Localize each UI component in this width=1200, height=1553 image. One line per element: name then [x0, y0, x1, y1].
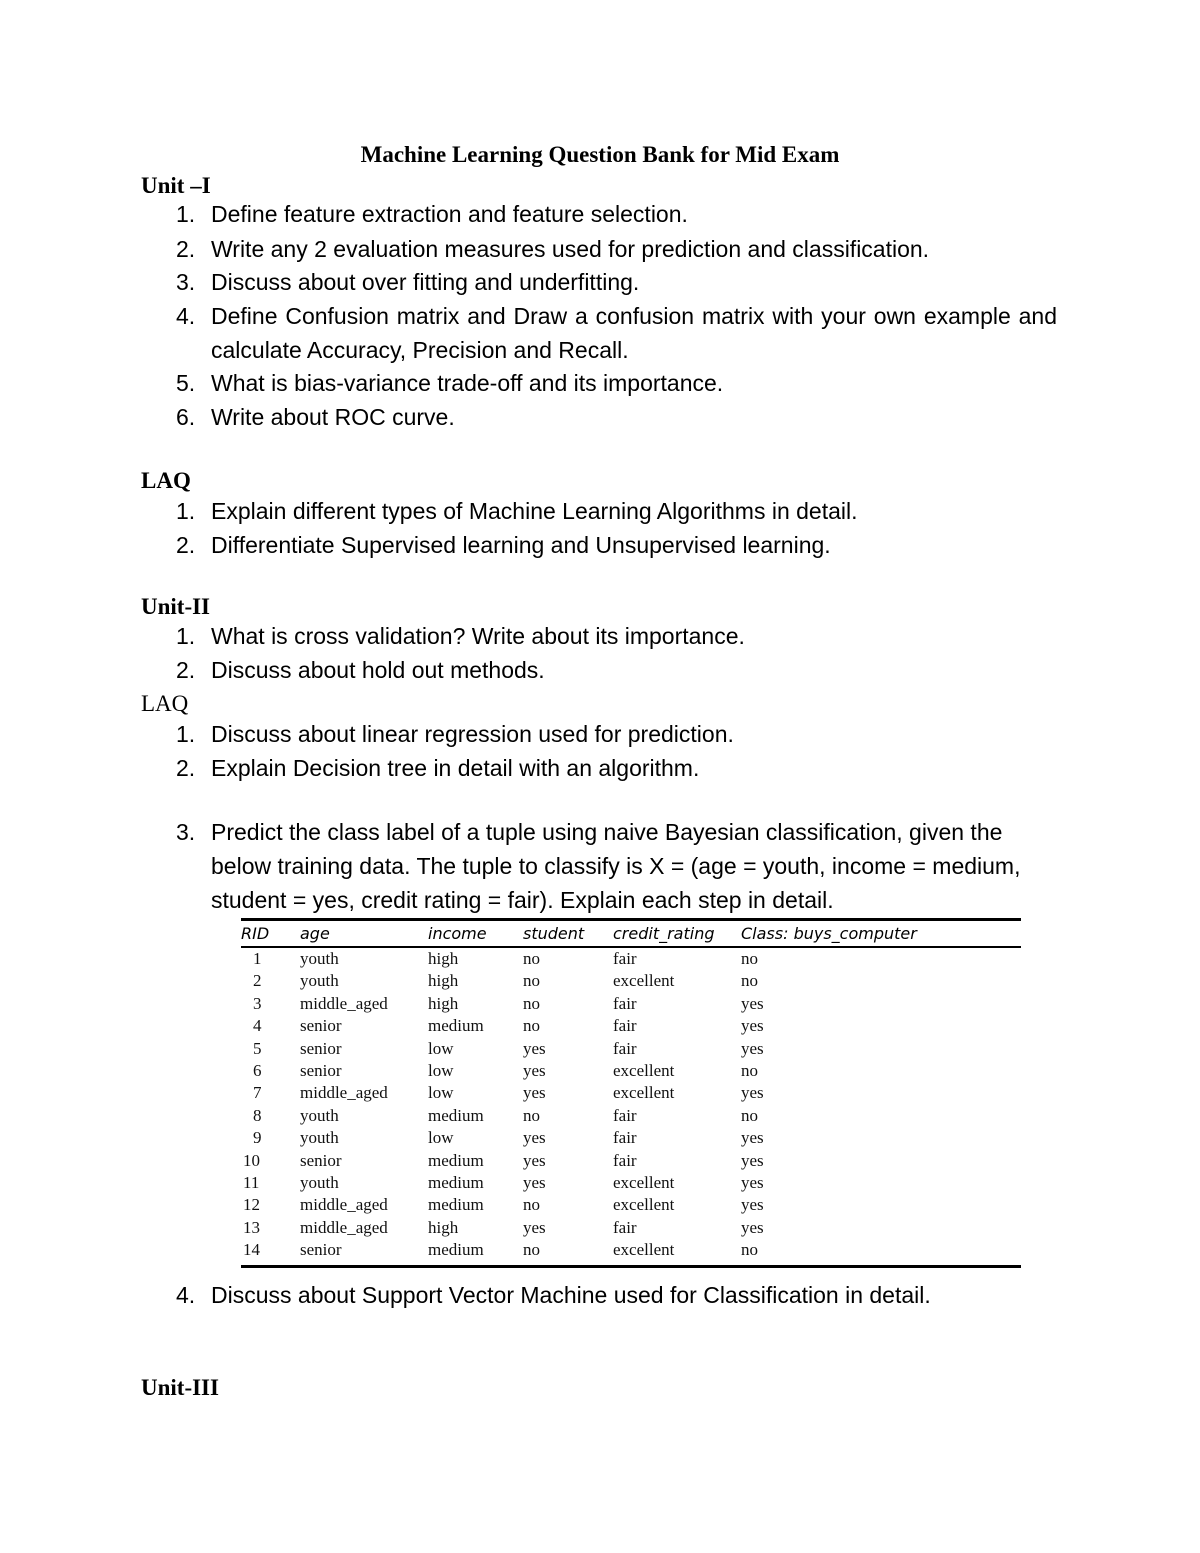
table-cell-class: yes [741, 1217, 764, 1237]
table-bottom-rule [241, 1265, 1021, 1268]
question-text: Discuss about linear regression used for prediction. [211, 721, 734, 747]
table-cell-class: no [741, 1061, 758, 1080]
table-cell-rid: 12 [243, 1195, 260, 1215]
table-cell-student: no [523, 1195, 540, 1215]
table-cell-credit-rating: fair [613, 1105, 637, 1125]
table-cell-credit-rating: excellent [613, 1083, 675, 1103]
table-cell-income: medium [428, 1105, 484, 1125]
table-cell-class: yes [741, 1195, 764, 1215]
question-text: Write about ROC curve. [211, 404, 455, 430]
table-cell-age: senior [300, 1240, 342, 1260]
unit-1-heading: Unit –I [141, 173, 211, 198]
question-text: Define Confusion matrix and Draw a confusion matrix with your own example and calculate Accuracy, Precision and Recall. [211, 303, 1057, 363]
table-cell-rid: 2 [253, 971, 262, 991]
question-text: Write any 2 evaluation measures used for prediction and classification. [211, 236, 930, 262]
question-text: Discuss about hold out methods. [211, 657, 545, 683]
table-cell-student: no [523, 1016, 540, 1036]
table-cell-class: no [741, 949, 758, 968]
table-cell-student: no [523, 1105, 540, 1125]
table-header-class: Class: buys_computer [741, 924, 917, 943]
table-cell-rid: 8 [253, 1105, 262, 1125]
table-header-rid: RID [241, 924, 270, 943]
table-cell-income: medium [428, 1150, 484, 1170]
table-header-age: age [300, 924, 330, 943]
table-cell-credit-rating: fair [613, 1150, 637, 1170]
table-cell-rid: 4 [253, 1016, 262, 1036]
table-cell-class: yes [741, 1173, 764, 1192]
unit-1-laq-heading: LAQ [141, 468, 191, 493]
unit-2-heading: Unit-II [141, 594, 211, 619]
table-cell-age: youth [300, 1173, 339, 1192]
table-cell-income: low [428, 1128, 454, 1148]
table-cell-income: high [428, 1217, 459, 1237]
table-cell-credit-rating: excellent [613, 1195, 675, 1215]
table-cell-age: youth [300, 1105, 339, 1125]
table-cell-income: medium [428, 1195, 484, 1215]
table-cell-student: no [523, 949, 540, 968]
table-cell-student: yes [523, 1150, 546, 1170]
table-cell-income: high [428, 949, 459, 968]
table-cell-income: high [428, 971, 459, 991]
question-text: Differentiate Supervised learning and Unsupervised learning. [211, 532, 831, 558]
table-cell-student: yes [523, 1217, 546, 1237]
table-cell-rid: 3 [253, 993, 262, 1013]
table-cell-age: senior [300, 1016, 342, 1036]
table-cell-credit-rating: excellent [613, 1061, 675, 1080]
table-cell-age: senior [300, 1061, 342, 1080]
table-cell-credit-rating: fair [613, 949, 637, 968]
table-cell-age: youth [300, 971, 339, 991]
table-cell-class: no [741, 1105, 758, 1125]
question-text: Discuss about Support Vector Machine used for Classification in detail. [211, 1282, 931, 1308]
table-cell-student: no [523, 993, 540, 1013]
table-cell-income: low [428, 1061, 454, 1080]
question-text: What is bias-variance trade-off and its importance. [211, 370, 724, 396]
table-cell-class: yes [741, 1083, 764, 1103]
question-text: Explain different types of Machine Learning Algorithms in detail. [211, 498, 858, 524]
table-cell-income: low [428, 1038, 454, 1058]
table-cell-rid: 7 [253, 1083, 262, 1103]
table-cell-class: yes [741, 1016, 764, 1036]
table-header-student: student [523, 924, 585, 943]
table-cell-rid: 13 [243, 1217, 260, 1237]
question-number: 1. [176, 201, 196, 227]
question-number: 4. [176, 1282, 196, 1308]
table-cell-rid: 5 [253, 1038, 262, 1058]
question-number: 2. [176, 532, 196, 558]
table-cell-credit-rating: excellent [613, 1173, 675, 1192]
table-cell-income: low [428, 1083, 454, 1103]
table-cell-credit-rating: fair [613, 1128, 637, 1148]
table-cell-rid: 11 [243, 1173, 260, 1192]
table-cell-rid: 14 [243, 1240, 260, 1260]
table-cell-student: no [523, 971, 540, 991]
table-cell-class: yes [741, 1128, 764, 1148]
training-data-table [241, 918, 1021, 1268]
table-cell-rid: 9 [253, 1128, 262, 1148]
question-number: 5. [176, 370, 196, 396]
table-cell-age: middle_aged [300, 1083, 388, 1103]
question-number: 3. [176, 269, 196, 295]
table-cell-income: high [428, 993, 459, 1013]
table-cell-credit-rating: fair [613, 1016, 637, 1036]
question-text: What is cross validation? Write about its importance. [211, 623, 745, 649]
table-cell-rid: 6 [253, 1061, 262, 1080]
table-cell-age: youth [300, 1128, 339, 1148]
question-text: Explain Decision tree in detail with an algorithm. [211, 755, 700, 781]
table-header-credit-rating: credit_rating [613, 924, 715, 943]
table-header-income: income [428, 924, 487, 943]
table-cell-age: senior [300, 1038, 342, 1058]
unit-3-heading: Unit-III [141, 1375, 219, 1400]
question-text: Predict the class label of a tuple using naive Bayesian classification, given the below training data. The tuple to classify is X = (age = youth, income = medium, student = yes, credit rating = fair). Explain each step in detail. [211, 819, 1021, 913]
table-cell-age: middle_aged [300, 993, 388, 1013]
table-cell-rid: 1 [253, 949, 262, 968]
table-cell-income: medium [428, 1016, 484, 1036]
question-number: 1. [176, 498, 196, 524]
question-text: Discuss about over fitting and underfitting. [211, 269, 640, 295]
table-cell-age: senior [300, 1150, 342, 1170]
table-cell-age: youth [300, 949, 339, 968]
table-cell-age: middle_aged [300, 1217, 388, 1237]
table-cell-rid: 10 [243, 1150, 260, 1170]
question-number: 1. [176, 623, 196, 649]
table-cell-student: yes [523, 1083, 546, 1103]
table-top-rule [241, 918, 1021, 921]
table-cell-credit-rating: fair [613, 1217, 637, 1237]
table-cell-class: yes [741, 993, 764, 1013]
table-header-rule [241, 946, 1021, 948]
table-cell-credit-rating: excellent [613, 971, 675, 991]
table-cell-income: medium [428, 1240, 484, 1260]
question-number: 2. [176, 755, 196, 781]
table-cell-student: yes [523, 1061, 546, 1080]
unit-2-laq-heading: LAQ [141, 691, 189, 716]
question-number: 6. [176, 404, 196, 430]
table-cell-student: yes [523, 1128, 546, 1148]
table-cell-class: no [741, 971, 758, 991]
question-number: 2. [176, 236, 196, 262]
table-cell-income: medium [428, 1173, 484, 1192]
table-cell-credit-rating: excellent [613, 1240, 675, 1260]
question-text: Define feature extraction and feature selection. [211, 201, 688, 227]
question-number: 4. [176, 303, 196, 329]
table-cell-class: yes [741, 1150, 764, 1170]
table-cell-class: yes [741, 1038, 764, 1058]
table-cell-age: middle_aged [300, 1195, 388, 1215]
table-cell-student: yes [523, 1038, 546, 1058]
table-cell-credit-rating: fair [613, 993, 637, 1013]
table-cell-student: no [523, 1240, 540, 1260]
table-cell-student: yes [523, 1173, 546, 1192]
question-number: 1. [176, 721, 196, 747]
question-number: 2. [176, 657, 196, 683]
page-title: Machine Learning Question Bank for Mid Exam [360, 142, 840, 167]
question-number: 3. [176, 819, 196, 845]
table-cell-credit-rating: fair [613, 1038, 637, 1058]
table-cell-class: no [741, 1240, 758, 1260]
